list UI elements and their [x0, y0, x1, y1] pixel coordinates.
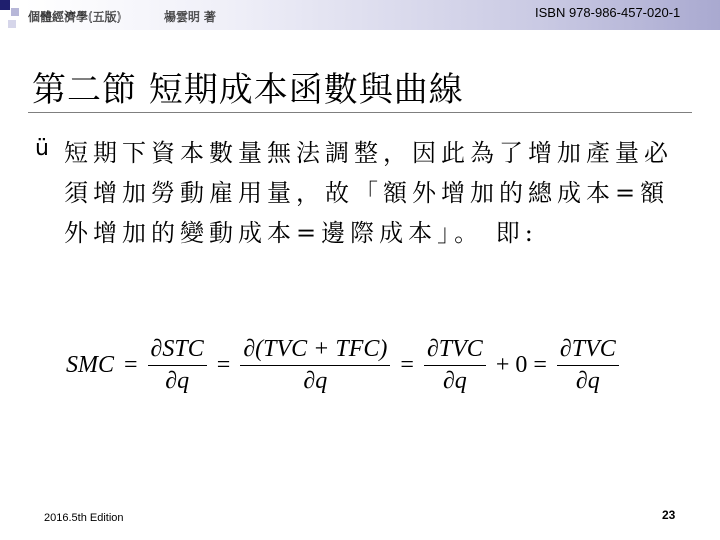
formula-fraction-stc [148, 336, 207, 395]
fraction-numerator: ∂TVC [557, 336, 619, 366]
fraction-denominator: ∂q [165, 367, 190, 394]
header-author: 楊雲明 著 [164, 10, 216, 24]
bullet-text: 短期下資本數量無法調整，因此為了增加產量必須增加勞動雇用量，故「額外增加的總成本=額外增加的變動成本=邊際成本」。 即: [64, 139, 673, 247]
header-square-light [11, 8, 19, 16]
fraction-denominator: ∂q [442, 367, 467, 394]
formula-fraction-tvc-tfc [240, 336, 390, 395]
formula-equals-2: = [216, 351, 231, 378]
smc-formula [66, 330, 623, 400]
fraction-denominator: ∂q [575, 367, 600, 394]
formula-plus-zero: + 0 = [495, 351, 547, 378]
formula-equals-3: = [400, 351, 414, 378]
fraction-denominator: ∂q [303, 367, 328, 394]
page-number: 23 [662, 508, 676, 522]
formula-fraction-tvc-final [557, 336, 619, 395]
title-divider [28, 112, 692, 113]
slide-title: 第二節 短期成本函數與曲線 [32, 70, 464, 110]
checkmark-bullet-icon: ü [35, 136, 49, 161]
header-square-pale [8, 20, 16, 28]
fraction-numerator: ∂STC [148, 336, 207, 366]
header-decoration [0, 0, 24, 40]
header-isbn: ISBN 978-986-457-020-1 [535, 5, 681, 20]
formula-fraction-tvc [424, 336, 486, 395]
formula-lhs: SMC [66, 351, 114, 378]
header-book-title: 個體經濟學(五版) [28, 10, 122, 24]
fraction-numerator: ∂TVC [424, 336, 486, 366]
footer-edition: 2016.5th Edition [44, 512, 124, 524]
formula-equals-1: = [124, 351, 138, 378]
fraction-numerator: ∂(TVC + TFC) [240, 336, 390, 366]
header-square-dark [0, 0, 10, 10]
